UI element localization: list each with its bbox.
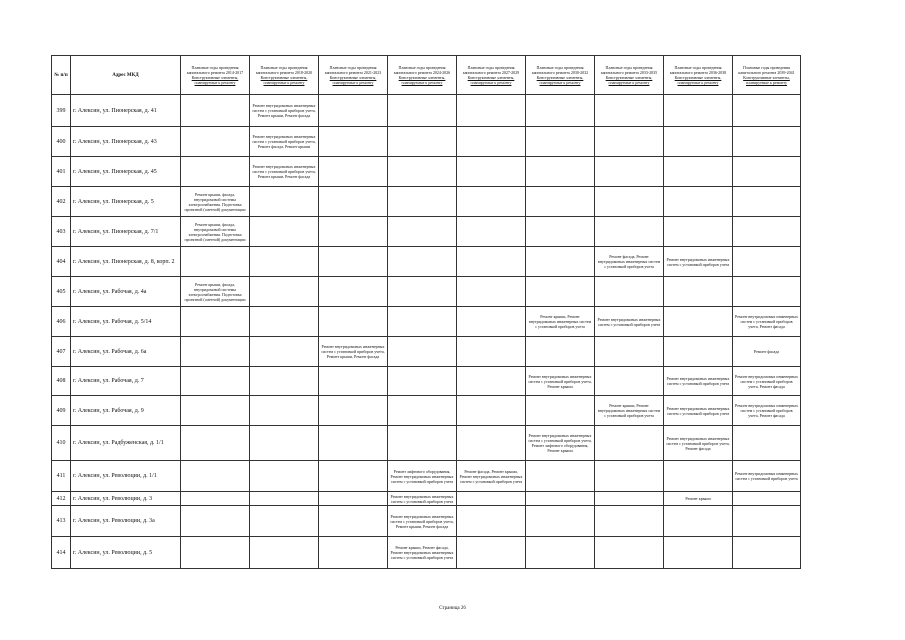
work-cell [664,187,733,217]
work-cell [526,277,595,307]
row-number: 406 [52,307,71,337]
work-cell [250,217,319,247]
work-cell: Ремонт внутридомовых инженерных систем с установкой приборов учета, Ремонт фасада [733,367,801,396]
work-cell [181,492,250,506]
work-cell [388,157,457,187]
work-cell [319,492,388,506]
table-row [52,426,801,461]
row-address: г. Алексин, ул. Революции, д. 1/1 [71,461,181,492]
header-address: Адрес МКД [71,56,181,95]
work-cell [526,537,595,569]
work-cell: Ремонт внутридомовых инженерных систем с установкой приборов учета, Ремонт крыши [526,367,595,396]
work-cell [733,157,801,187]
work-cell [319,157,388,187]
work-cell [388,217,457,247]
work-cell [664,537,733,569]
row-number: 402 [52,187,71,217]
header-period-years: Плановые годы проведения капитального ремонта 2039-2041 [738,65,795,75]
table-row [52,367,801,396]
header-period-years: Плановые годы проведения капитального ремонта 2036-2038 [669,65,727,75]
work-cell [388,95,457,127]
table-row [52,157,801,187]
work-cell: Ремонт крыши, Ремонт внутридомовых инженерных систем с установкой приборов учета [526,307,595,337]
table-row [52,95,801,127]
work-cell [733,277,801,307]
row-number: 405 [52,277,71,307]
work-cell [181,461,250,492]
work-cell: Ремонт внутридомовых инженерных систем с установкой приборов учета, Ремонт фасада [664,426,733,461]
work-cell: Ремонт крыши, Ремонт внутридомовых инженерных систем с установкой приборов учета [595,396,664,426]
row-number: 414 [52,537,71,569]
row-number: 411 [52,461,71,492]
row-address: г. Алексин, ул. Рабочая, д. 9 [71,396,181,426]
work-cell [319,95,388,127]
row-address: г. Алексин, ул. Рабочая, д. 5/14 [71,307,181,337]
header-period-elements: Конструктивные элементы, планируемые к ремонту [191,75,239,85]
work-cell [457,127,526,157]
work-cell: Ремонт крыши, фасада, внутридомовой системы электроснабжения. Подготовка проектной (сметной) документации [181,277,250,307]
work-cell [595,217,664,247]
work-cell [181,307,250,337]
work-cell [664,337,733,367]
work-cell [664,307,733,337]
work-cell [595,127,664,157]
work-cell [457,492,526,506]
work-cell [181,127,250,157]
table-row [52,307,801,337]
work-cell [388,247,457,277]
header-period-elements: Конструктивные элементы, планируемые к ремонту [467,75,515,85]
row-number: 403 [52,217,71,247]
header-period-elements: Конструктивные элементы, планируемые к ремонту [743,75,790,85]
work-cell [526,247,595,277]
row-address: г. Алексин, ул. Революции, д. 3а [71,506,181,537]
work-cell [595,461,664,492]
work-cell [319,277,388,307]
header-period-years: Плановые годы проведения капитального ремонта 2018-2020 [255,65,313,75]
work-cell [595,492,664,506]
page-number: Страница 26 [439,606,466,611]
work-cell [526,187,595,217]
work-cell [733,426,801,461]
work-cell: Ремонт внутридомовых инженерных систем с установкой приборов учета [388,492,457,506]
work-cell [457,277,526,307]
table-row [52,247,801,277]
work-cell [388,426,457,461]
table-header-row [52,56,801,95]
work-cell: Ремонт внутридомовых инженерных систем с установкой приборов учета [664,367,733,396]
work-cell [733,537,801,569]
header-period [733,56,801,95]
work-cell [388,367,457,396]
table-row [52,277,801,307]
work-cell: Ремонт внутридомовых инженерных систем с установкой приборов учета, Ремонт крыши, Ремонт фасада [250,95,319,127]
work-cell [733,247,801,277]
work-cell [319,506,388,537]
row-address: г. Алексин, ул. Пионерская, д. 5 [71,187,181,217]
row-number: 399 [52,95,71,127]
work-cell [319,127,388,157]
work-cell: Ремонт внутридомовых инженерных систем с установкой приборов учета, Ремонт фасада [733,396,801,426]
work-cell [250,396,319,426]
row-address: г. Алексин, ул. Пионерская, д. 45 [71,157,181,187]
work-cell [388,187,457,217]
work-cell [595,537,664,569]
header-period [526,56,595,95]
header-period-years: Плановые годы проведения капитального ремонта 2024-2026 [393,65,451,75]
row-number: 412 [52,492,71,506]
header-period-years: Плановые годы проведения капитального ремонта 2030-2032 [531,65,589,75]
work-cell [457,307,526,337]
row-address: г. Алексин, ул. Радбуженская, д. 1/1 [71,426,181,461]
table-row [52,492,801,506]
work-cell [595,337,664,367]
table-body [52,95,801,569]
work-cell: Ремонт лифтового оборудования, Ремонт внутридомовых инженерных систем с установкой приборов учета [388,461,457,492]
header-period-years: Плановые годы проведения капитального ремонта 2014-2017 [186,65,244,75]
table-row [52,537,801,569]
work-cell [319,307,388,337]
header-period [319,56,388,95]
work-cell [595,95,664,127]
work-cell [457,247,526,277]
repair-schedule-table [51,55,801,569]
work-cell [664,217,733,247]
row-number: 404 [52,247,71,277]
header-period [250,56,319,95]
work-cell [664,506,733,537]
table-row [52,396,801,426]
header-period-elements: Конструктивные элементы, планируемые к ремонту [536,75,584,85]
work-cell [733,217,801,247]
header-period-elements: Конструктивные элементы, планируемые к ремонту [674,75,722,85]
work-cell [319,396,388,426]
row-address: г. Алексин, ул. Революции, д. 5 [71,537,181,569]
work-cell [733,492,801,506]
work-cell: Ремонт внутридомовых инженерных систем с установкой приборов учета [595,307,664,337]
work-cell: Ремонт крыши, Ремонт фасада, Ремонт внутридомовых инженерных систем с установкой приборов учета [388,537,457,569]
work-cell [457,217,526,247]
work-cell [733,187,801,217]
work-cell: Ремонт внутридомовых инженерных систем с установкой приборов учета [664,247,733,277]
row-number: 401 [52,157,71,187]
header-period [595,56,664,95]
work-cell: Ремонт внутридомовых инженерных систем с установкой приборов учета [733,461,801,492]
table-row [52,461,801,492]
work-cell [526,127,595,157]
work-cell [526,506,595,537]
work-cell: Ремонт внутридомовых инженерных систем с установкой приборов учета, Ремонт фасада [733,307,801,337]
row-number: 400 [52,127,71,157]
work-cell [526,492,595,506]
work-cell [526,461,595,492]
work-cell [250,367,319,396]
work-cell [181,396,250,426]
work-cell: Ремонт крыши, фасада, внутридомовой системы электроснабжения. Подготовка проектной (сметной) документации [181,217,250,247]
work-cell [319,426,388,461]
work-cell [181,506,250,537]
work-cell [181,426,250,461]
work-cell: Ремонт внутридомовых инженерных систем с установкой приборов учета, Ремонт лифтового оборудования, Ремонт крыши [526,426,595,461]
work-cell [250,187,319,217]
table-row [52,187,801,217]
work-cell [250,337,319,367]
work-cell [526,396,595,426]
row-number: 409 [52,396,71,426]
work-cell [664,157,733,187]
work-cell [388,127,457,157]
work-cell [664,95,733,127]
header-period-elements: Конструктивные элементы, планируемые к ремонту [260,75,308,85]
work-cell [388,277,457,307]
work-cell [388,396,457,426]
row-address: г. Алексин, ул. Рабочая, д. 6а [71,337,181,367]
work-cell [457,396,526,426]
work-cell [181,337,250,367]
row-address: г. Алексин, ул. Пионерская, д. 43 [71,127,181,157]
work-cell [595,157,664,187]
row-address: г. Алексин, ул. Пионерская, д. 8, корп. 2 [71,247,181,277]
header-period-years: Плановые годы проведения капитального ремонта 2021-2023 [324,65,382,75]
work-cell [595,277,664,307]
work-cell [250,307,319,337]
row-address: г. Алексин, ул. Пионерская, д. 41 [71,95,181,127]
work-cell [457,157,526,187]
work-cell [733,127,801,157]
work-cell [181,157,250,187]
work-cell [181,537,250,569]
work-cell: Ремонт внутридомовых инженерных систем с установкой приборов учета [664,396,733,426]
work-cell [526,337,595,367]
work-cell [595,426,664,461]
work-cell [250,492,319,506]
header-period [664,56,733,95]
work-cell [733,506,801,537]
work-cell [526,157,595,187]
work-cell [319,247,388,277]
header-period [388,56,457,95]
table-row [52,506,801,537]
work-cell [181,247,250,277]
work-cell [457,187,526,217]
work-cell [526,95,595,127]
work-cell [457,337,526,367]
header-period-elements: Конструктивные элементы, планируемые к ремонту [329,75,377,85]
work-cell [319,187,388,217]
row-address: г. Алексин, ул. Пионерская, д. 7/1 [71,217,181,247]
table-row [52,217,801,247]
work-cell [250,506,319,537]
work-cell: Ремонт внутридомовых инженерных систем с установкой приборов учета, Ремонт крыши, Ремонт фасада [250,157,319,187]
row-number: 410 [52,426,71,461]
work-cell [250,277,319,307]
work-cell [319,537,388,569]
row-address: г. Алексин, ул. Революции, д. 3 [71,492,181,506]
work-cell [181,367,250,396]
work-cell: Ремонт фасада, Ремонт крыши, Ремонт внутридомовых инженерных систем с установкой приборов учета [457,461,526,492]
table-row [52,337,801,367]
work-cell [250,537,319,569]
row-number: 408 [52,367,71,396]
header-period-years: Плановые годы проведения капитального ремонта 2033-2035 [600,65,658,75]
work-cell [595,187,664,217]
work-cell: Ремонт внутридомовых инженерных систем с установкой приборов учета, Ремонт крыши, Ремонт фасада [319,337,388,367]
table-row [52,127,801,157]
row-address: г. Алексин, ул. Рабочая, д. 4а [71,277,181,307]
header-period-elements: Конструктивные элементы, планируемые к ремонту [398,75,446,85]
work-cell [664,461,733,492]
work-cell: Ремонт крыши, фасада, внутридомовой системы электроснабжения. Подготовка проектной (сметной) документации [181,187,250,217]
row-number: 407 [52,337,71,367]
work-cell [319,461,388,492]
work-cell: Ремонт крыши [664,492,733,506]
work-cell [595,367,664,396]
work-cell [181,95,250,127]
work-cell [457,426,526,461]
work-cell: Ремонт фасада, Ремонт внутридомовых инженерных систем с установкой приборов учета [595,247,664,277]
work-cell [664,127,733,157]
work-cell [388,307,457,337]
work-cell [250,247,319,277]
header-num: № п/п [52,56,71,95]
work-cell [319,217,388,247]
work-cell: Ремонт фасада [733,337,801,367]
work-cell [250,426,319,461]
header-period-elements: Конструктивные элементы, планируемые к ремонту [605,75,653,85]
work-cell [457,506,526,537]
work-cell [388,337,457,367]
header-period-years: Плановые годы проведения капитального ремонта 2027-2029 [462,65,520,75]
work-cell [526,217,595,247]
work-cell [457,95,526,127]
work-cell [250,461,319,492]
header-period [457,56,526,95]
work-cell [457,537,526,569]
work-cell: Ремонт внутридомовых инженерных систем с установкой приборов учета, Ремонт крыши, Ремонт фасада [388,506,457,537]
work-cell: Ремонт внутридомовых инженерных систем с установкой приборов учета, Ремонт фасада, Ремонт крыши [250,127,319,157]
header-period [181,56,250,95]
work-cell [457,367,526,396]
work-cell [664,277,733,307]
row-number: 413 [52,506,71,537]
work-cell [319,367,388,396]
row-address: г. Алексин, ул. Рабочая, д. 7 [71,367,181,396]
work-cell [595,506,664,537]
work-cell [733,95,801,127]
